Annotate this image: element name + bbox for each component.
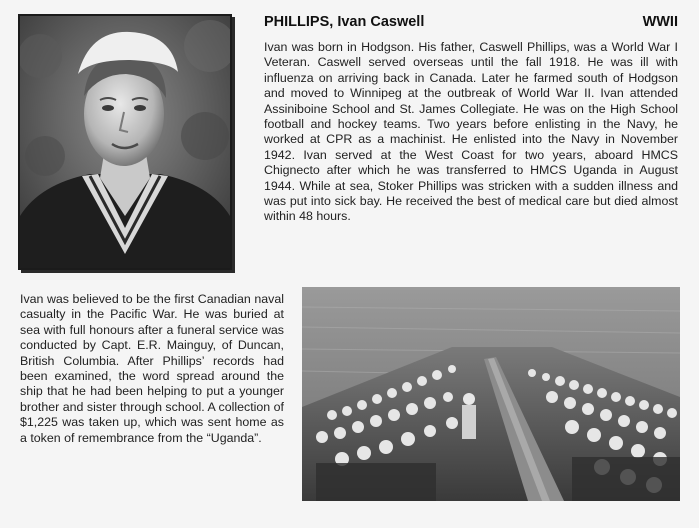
biography-paragraph: Ivan was born in Hodgson. His father, Caswell Phillips, was a World War I Veteran. Caswell served overseas until the fall 1918. He was ill with influenza on arriving back in Canada. Later he farmed south of Hodgson and moved to Winnipeg at the outbreak of World War II. Ivan attended Assiniboine School and St. James Collegiate. He was on the High School football and hockey teams. Two years before enlisting in the Navy, he worked at CPR as a machinist. He enlisted into the Navy in November 1942. Ivan served at the West Coast for two years, aboard HMCS Chignecto after which he was transferred to HMCS Uganda in August 1944. While at sea, Stoker Phillips was stricken with a sudden illness and was put into sick bay. He received the best of medical care but died almost within 48 hours. xyxy=(264,40,678,224)
tribute-paragraph: Ivan was believed to be the first Canadian naval casualty in the Pacific War. He was buried at sea with full honours after a funeral service was conducted by Capt. E.R. Mainguy, of Duncan, British Columbia. After Phillips’ records had been examined, the word spread around the ship that he had been helping to put a younger brother and sister through school. A collection of $1,225 was taken up, which was sent home as a token of remembrance from the “Uganda”. xyxy=(20,292,284,445)
burial-at-sea-photo xyxy=(302,287,680,501)
person-name-heading: PHILLIPS, Ivan Caswell xyxy=(264,14,425,30)
era-label: WWII xyxy=(642,14,678,30)
portrait-photo xyxy=(20,16,230,268)
ship-deck-crowd-image xyxy=(302,287,680,501)
sailor-portrait-image xyxy=(20,16,230,268)
portrait-photo-frame xyxy=(18,14,232,270)
